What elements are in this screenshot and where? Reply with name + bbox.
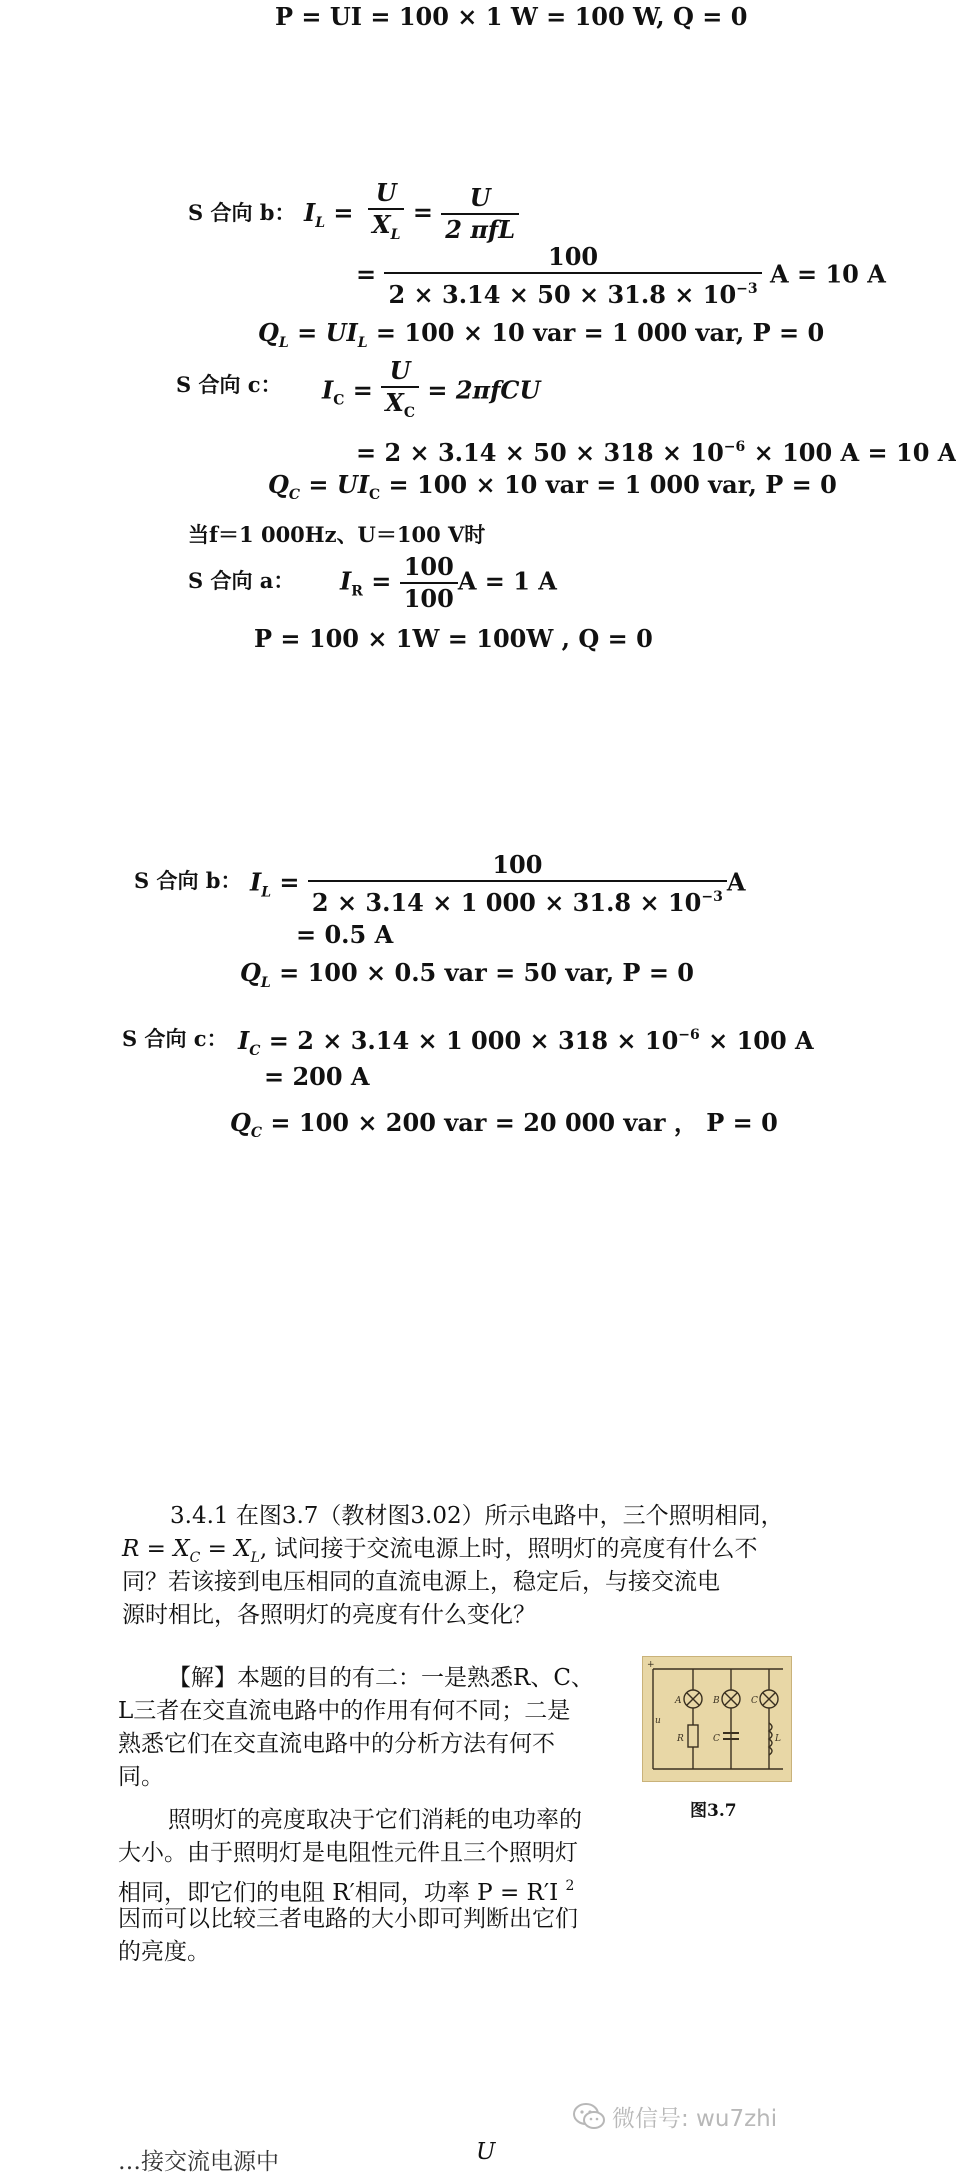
s-c2-eq: $I_C = 2 \times 3.14 \times 1$ $000 \times 318 \times 10^{-6} \times 100$ A: [238, 1026, 814, 1059]
solution-line-3: 熟悉它们在交直流电路中的分析方法有何不: [118, 1731, 555, 1757]
problem-line-2: $R = X_C = X_L$, 试问接于交流电源上时，照明灯的亮度有什么不: [122, 1536, 758, 1566]
solution-line-2: L三者在交直流电路中的作用有何不同；二是: [118, 1698, 571, 1724]
svg-text:u: u: [655, 1716, 661, 1726]
condition-line: 当f＝1 000Hz、U＝100 V时: [188, 522, 486, 547]
para2-line-3: 相同，即它们的电阻 R′相同，功率 P = R′I $^2$: [118, 1878, 575, 1906]
svg-text:C: C: [751, 1696, 758, 1706]
s-b1-label: S 合向 b：: [188, 200, 296, 225]
svg-text:C: C: [713, 1734, 720, 1744]
qc-line2: $Q_C = 100 \times 200$ var = 20 000 var ， P = 0: [230, 1108, 778, 1141]
svg-text:+: +: [647, 1660, 655, 1670]
para2-line-4: 因而可以比较三者电路的大小即可判断出它们: [118, 1906, 578, 1932]
para2-line-2: 大小。由于照明灯是电阻性元件且三个照明灯: [118, 1840, 578, 1866]
s-b2-label: S 合向 b：: [134, 868, 242, 893]
problem-line-3: 同？若该接到电压相同的直流电源上，稳定后，与接交流电: [122, 1569, 720, 1595]
s-b2-eq: $I_L$ = $\frac{100}{2 \times 3.14 \times 1 000 \times 31.8 \times 10^{-3}}$ A: [250, 850, 746, 917]
circuit-diagram-icon: [643, 1657, 791, 1781]
figure-caption: 图3.7: [690, 1801, 737, 1821]
s-a-label: S 合向 a：: [188, 568, 295, 593]
solution-line-4: 同。: [118, 1764, 164, 1790]
ql-line2: $Q_L = 100 \times 0.5$ var = 50 var, P = 0: [240, 958, 694, 991]
bottom-cut-text: …接交流电源中: [118, 2149, 279, 2175]
s-c1-line2: = $2 \times 3.14 \times 50 \times 318 \times 10^{-6} \times 100$ A = 10 A: [356, 438, 956, 467]
para2-line-1: 照明灯的亮度取决于它们消耗的电功率的: [168, 1807, 582, 1833]
bottom-cut-u: U: [476, 2139, 496, 2165]
s-b1-line2: = $\frac{100}{2 \times 3.14 \times 50 \times 31.8 \times 10^{-3}}$ A = 10 A: [356, 242, 886, 309]
watermark-text: 微信号: wu7zhi: [612, 2106, 778, 2132]
s-a-eq: $I_R$ = $\frac{100}{100}$ A = 1 A: [340, 552, 557, 613]
ql-line1: $Q_L = UI_L = 100 \times 10$ var = 1 000 var, P = 0: [258, 318, 825, 351]
problem-line-4: 源时相比，各照明灯的亮度有什么变化？: [122, 1602, 536, 1628]
problem-line-1: 3.4.1 在图3.7（教材图3.02）所示电路中，三个照明相同，: [170, 1503, 784, 1529]
svg-text:R: R: [677, 1734, 684, 1744]
wechat-icon: [572, 2101, 606, 2131]
circuit-figure: [642, 1656, 792, 1782]
s-c2-line2: = 200 A: [264, 1062, 370, 1091]
s-b1-frac1: $\frac{U}{X_L}$ = $\frac{U}{\text{2 πfL}}$: [368, 178, 519, 250]
s-c1-eq: $I_C$ = $\frac{U}{X_C}$ = 2πfCU: [322, 356, 540, 428]
equation-top: P = UI = 100 × 1 W = 100 W, Q = 0: [275, 2, 748, 31]
solution-line-1: 【解】本题的目的有二：一是熟悉R、C、: [168, 1665, 594, 1691]
s-c2-label: S 合向 c：: [122, 1026, 228, 1051]
svg-text:A: A: [675, 1696, 682, 1706]
p-line: P = 100 × 1W = 100W , Q = 0: [254, 624, 653, 653]
qc-line1: $Q_C = UI_C = 100 \times 10$ var = 1 000 var, P = 0: [268, 470, 837, 503]
s-b2-line2: = 0.5 A: [296, 920, 394, 949]
s-b1-il: $I_L$ =: [304, 198, 354, 231]
s-c1-label: S 合向 c：: [176, 372, 282, 397]
svg-text:B: B: [713, 1696, 720, 1706]
svg-text:L: L: [775, 1734, 781, 1744]
para2-line-5: 的亮度。: [118, 1939, 210, 1965]
